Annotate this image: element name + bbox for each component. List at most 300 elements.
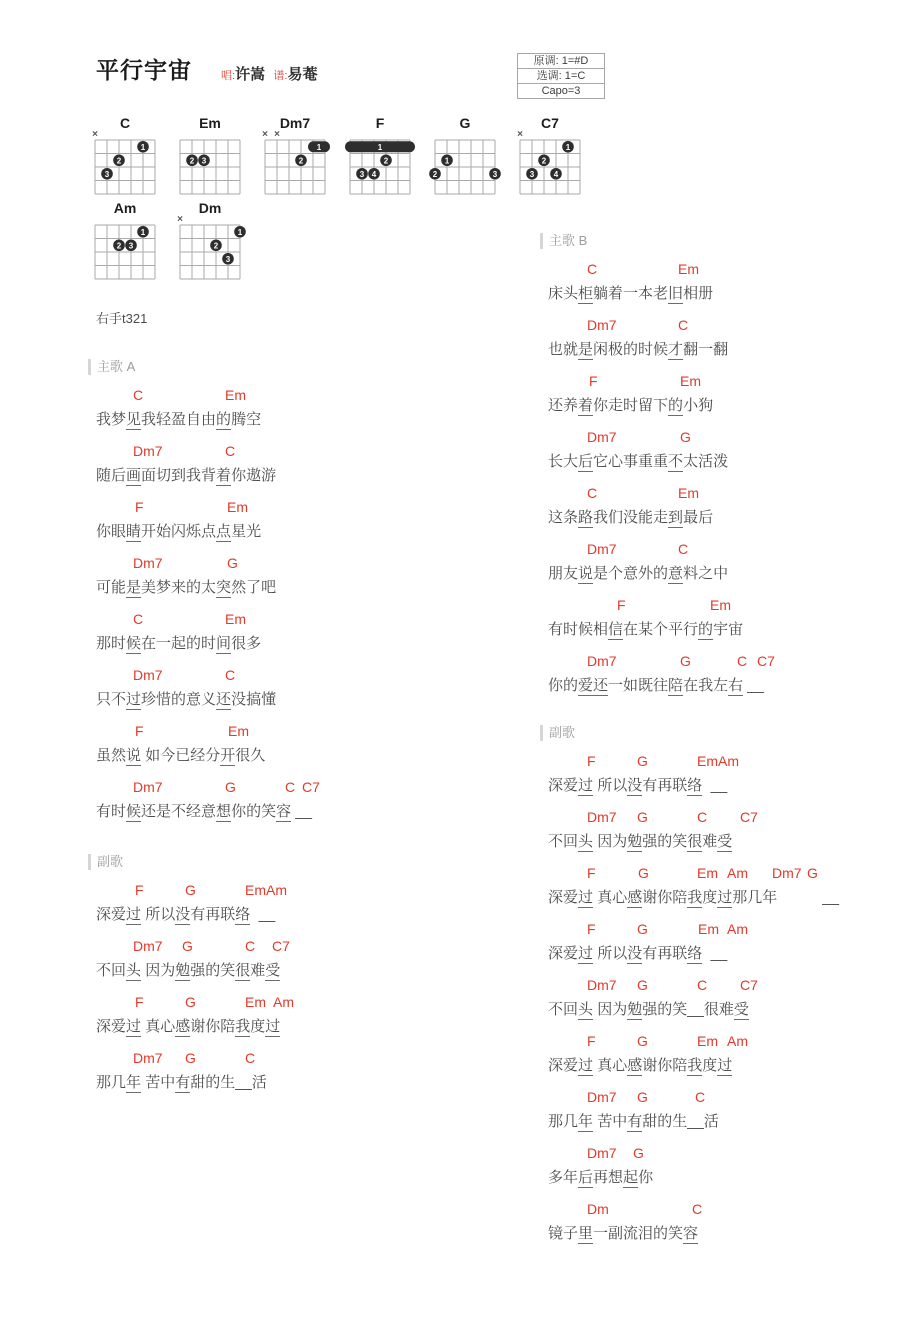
lyric-text: 宇宙 (713, 621, 744, 638)
chord: F (587, 1033, 596, 1049)
lyric-line (88, 406, 508, 434)
underlined-syllable: 柜 (578, 285, 594, 302)
chord: G (633, 1145, 644, 1161)
chord: Em (228, 723, 249, 739)
chord: Em (680, 373, 701, 389)
lyric-text: 长大 (548, 453, 579, 470)
lyric-text: 甜的生__活 (642, 1113, 719, 1130)
lyric-text: 闲极的时候 (593, 341, 669, 358)
section-chorus-right (540, 724, 900, 1248)
chord-diagram-f (344, 115, 416, 201)
lyric-text: 翻一翻 (683, 341, 729, 358)
lyric-text: 强的笑__很难 (642, 1001, 734, 1018)
lyric-text: __ (250, 906, 276, 923)
lyric-text: 随后 (96, 467, 127, 484)
chord-line (88, 1041, 508, 1069)
chord: C7 (757, 653, 775, 669)
lyric-line (540, 1164, 900, 1192)
chord: C (737, 653, 748, 669)
section-verse-b (540, 232, 900, 700)
underlined-syllable: 头 (578, 1001, 594, 1018)
chord-line (540, 420, 900, 448)
underlined-syllable: 想 (216, 803, 232, 820)
lyric-text: 度 (702, 1057, 718, 1074)
lyric-text: 如今已经分 (141, 747, 221, 764)
lyric-line (540, 828, 900, 856)
chord: Em (227, 499, 248, 515)
lyric-text: 虽然 (96, 747, 127, 764)
chord: Em (678, 261, 699, 277)
chord: C (692, 1201, 703, 1217)
underlined-syllable: 感 (627, 1057, 643, 1074)
lyric-text: 有再联 (642, 777, 688, 794)
underlined-syllable: 很 (687, 833, 703, 850)
lyric-text: 很多 (231, 635, 262, 652)
underlined-syllable: 后 (578, 453, 594, 470)
fretboard-grid (429, 130, 501, 196)
svg-text:3: 3 (201, 156, 207, 166)
chord: F (587, 921, 596, 937)
lyric-text: 所以 (593, 777, 628, 794)
fretboard-grid (174, 130, 246, 196)
underlined-syllable: 络 (687, 945, 703, 962)
chord-line (88, 714, 508, 742)
chord-line (540, 1024, 900, 1052)
lyric-line (88, 574, 508, 602)
svg-text:2: 2 (383, 156, 389, 166)
lyric-text: 也就 (548, 341, 579, 358)
chord: Em (710, 597, 731, 613)
muted-string-mark: × (92, 130, 98, 140)
muted-string-mark: × (262, 130, 268, 140)
underlined-syllable: 里 (578, 1225, 594, 1242)
chord: Em (698, 921, 719, 937)
lyric-text: 你遨游 (231, 467, 277, 484)
lyric-text: 你走时留下 (593, 397, 669, 414)
chord: Dm7 (587, 541, 617, 557)
chord-line (88, 770, 508, 798)
lyric-line (540, 884, 900, 912)
lyric-text: 面切到我背 (141, 467, 217, 484)
lyric-line (540, 1108, 900, 1136)
underlined-syllable: 很 (235, 962, 251, 979)
lyric-line (540, 280, 900, 308)
chord: Dm7 (587, 977, 617, 993)
underlined-syllable: 右 (728, 677, 744, 694)
chord: C (697, 809, 708, 825)
chord: G (637, 1089, 648, 1105)
chord: Em (225, 387, 246, 403)
lyric-line (88, 901, 508, 929)
underlined-syllable: 感 (175, 1018, 191, 1035)
lyric-text: 最后 (683, 509, 714, 526)
chord: Dm7 (133, 938, 163, 954)
lyric-text: 可能 (96, 579, 127, 596)
fretboard-grid (344, 130, 416, 196)
underlined-syllable: 才 (668, 341, 684, 358)
chord: Am (727, 1033, 748, 1049)
underlined-syllable: 受 (717, 833, 733, 850)
lyric-text: 那几 (548, 1113, 579, 1130)
chord: G (227, 555, 238, 571)
underlined-syllable: 的 (216, 411, 232, 428)
lyric-text: 料之中 (683, 565, 729, 582)
chord-line (88, 490, 508, 518)
lyric-text: __ (291, 803, 312, 820)
chord: C (285, 779, 296, 795)
lyric-text: 我轻盈自由 (141, 411, 217, 428)
chord: G (638, 865, 649, 881)
chord-diagram-c (89, 115, 161, 201)
fretboard-grid (514, 130, 586, 196)
chord: G (185, 1050, 196, 1066)
underlined-syllable: 勉 (175, 962, 191, 979)
credits (221, 63, 318, 84)
chord: Am (727, 921, 748, 937)
lyric-line (88, 630, 508, 658)
lyric-text: 很久 (235, 747, 266, 764)
lyric-text: 那时 (96, 635, 127, 652)
chord-line (540, 644, 900, 672)
underlined-syllable: 络 (687, 777, 703, 794)
underlined-syllable: 不 (668, 453, 684, 470)
lyric-text: 度 (702, 889, 718, 906)
underlined-syllable: 是 (126, 579, 142, 596)
lyric-line (88, 957, 508, 985)
lyric-text: 珍惜的意义 (141, 691, 217, 708)
chord-line (540, 1192, 900, 1220)
underlined-syllable: 睛 (126, 523, 142, 540)
chord-line (540, 308, 900, 336)
lyric-text: 相册 (683, 285, 714, 302)
chord: Dm7 (133, 667, 163, 683)
lyric-text: 在我左 (683, 677, 729, 694)
underlined-syllable: 路 (578, 509, 594, 526)
svg-text:2: 2 (298, 156, 304, 166)
underlined-syllable: 过 (265, 1018, 281, 1035)
chord: Dm7 (133, 1050, 163, 1066)
lyric-text: 谢你陪 (190, 1018, 236, 1035)
lyric-line (540, 996, 900, 1024)
underlined-syllable: 过 (578, 945, 594, 962)
lyric-line (88, 686, 508, 714)
underlined-syllable: 意 (668, 565, 684, 582)
chord-diagram-g (429, 115, 501, 201)
lyric-text: 深爱 (548, 777, 579, 794)
chord-line (88, 658, 508, 686)
chord: G (185, 994, 196, 1010)
chord-line (540, 800, 900, 828)
lyric-text: 腾空 (231, 411, 262, 428)
svg-text:1: 1 (444, 156, 450, 166)
lyric-text: 不回 (548, 833, 579, 850)
lyric-text: __ (702, 945, 728, 962)
chord-line (540, 856, 900, 884)
underlined-syllable: 过 (126, 906, 142, 923)
underlined-syllable: 受 (265, 962, 281, 979)
key-info-row: 原调: 1=#D (518, 54, 604, 69)
chord: Em (225, 611, 246, 627)
lyric-text: 强的笑 (642, 833, 688, 850)
underlined-syllable: 过 (126, 1018, 142, 1035)
underlined-syllable: 说 (578, 565, 594, 582)
underlined-syllable: 说 (126, 747, 142, 764)
lyric-text: 深爱 (548, 889, 579, 906)
chord-diagram-name: Em (199, 115, 221, 131)
chord: EmAm (697, 753, 739, 769)
svg-text:1: 1 (140, 227, 146, 237)
chord: G (807, 865, 818, 881)
chord-diagram-name: C (119, 115, 131, 131)
chord-diagram-am (89, 200, 161, 286)
chord-line (88, 602, 508, 630)
lyric-text: 有再联 (642, 945, 688, 962)
lyric-line (540, 1052, 900, 1080)
chord: F (135, 994, 144, 1010)
underlined-syllable: 到 (668, 509, 684, 526)
lyric-line (540, 560, 900, 588)
chord: G (637, 809, 648, 825)
chord-diagram-name: Dm (198, 200, 222, 216)
chord: G (182, 938, 193, 954)
chord-line (540, 1136, 900, 1164)
chord: G (680, 429, 691, 445)
key-info-row: Capo=3 (541, 85, 581, 97)
chord: Dm (587, 1201, 609, 1217)
right-hand-fingering-note: 右手t321 (96, 311, 148, 326)
lyric-text: 所以 (141, 906, 176, 923)
svg-text:3: 3 (225, 254, 231, 264)
underlined-syllable: 过 (717, 1057, 733, 1074)
lyric-text: 苦中 (141, 1074, 176, 1091)
chord: C (695, 1089, 706, 1105)
underlined-syllable: 勉 (627, 1001, 643, 1018)
underlined-syllable: 过 (578, 1057, 594, 1074)
lyric-line (540, 616, 900, 644)
lyric-text: 有时候相 (548, 621, 609, 638)
chord: F (617, 597, 626, 613)
muted-string-mark: × (274, 130, 280, 140)
chord: Dm7 (587, 429, 617, 445)
chord: Dm7 (587, 809, 617, 825)
lyric-text: 因为 (593, 1001, 628, 1018)
singer-label: 唱: (221, 70, 236, 82)
underlined-syllable: 间 (216, 635, 232, 652)
chord-diagram-dm7 (259, 115, 331, 201)
lyric-text: 那几年 __ (732, 889, 839, 906)
chord-line (540, 744, 900, 772)
lyric-line (88, 1069, 508, 1097)
svg-text:3: 3 (128, 241, 134, 251)
underlined-syllable: 点 (216, 523, 232, 540)
lyric-line (540, 672, 900, 700)
underlined-syllable: 有 (627, 1113, 643, 1130)
chord-diagram-name: Dm7 (279, 115, 311, 131)
underlined-syllable: 起 (623, 1169, 639, 1186)
chord: F (587, 753, 596, 769)
svg-text:3: 3 (492, 169, 498, 179)
lyric-text: 甜的生__活 (190, 1074, 267, 1091)
underlined-syllable: 容 (683, 1225, 699, 1242)
svg-text:1: 1 (377, 142, 383, 152)
chord: C (587, 485, 598, 501)
underlined-syllable: 容 (276, 803, 292, 820)
lyric-text: 还养 (548, 397, 579, 414)
underlined-syllable: 的 (668, 397, 684, 414)
chord-line (88, 434, 508, 462)
section-verse-a (88, 358, 508, 826)
underlined-syllable: 受 (733, 1001, 749, 1018)
chord: F (135, 882, 144, 898)
lyric-text: 深爱 (548, 1057, 579, 1074)
lyric-text: 真心 (593, 889, 628, 906)
chord: C (245, 938, 256, 954)
lyric-line (540, 940, 900, 968)
svg-text:1: 1 (140, 142, 146, 152)
chord-line (88, 546, 508, 574)
chord: F (135, 499, 144, 515)
underlined-syllable: 没 (175, 906, 191, 923)
chord: G (637, 753, 648, 769)
underlined-syllable: 是 (578, 341, 594, 358)
chord: F (135, 723, 144, 739)
lyric-text: 一如既往 (608, 677, 669, 694)
chord: F (589, 373, 598, 389)
lyric-text: 真心 (593, 1057, 628, 1074)
underlined-syllable: 我 (235, 1018, 251, 1035)
svg-text:4: 4 (371, 169, 377, 179)
chord: G (680, 653, 691, 669)
arranger-name: 易菴 (287, 66, 318, 83)
chord-line (540, 476, 900, 504)
lyric-text: 真心 (141, 1018, 176, 1035)
lyric-text: 深爱 (96, 1018, 127, 1035)
chord: C (133, 611, 144, 627)
chord: Dm7 (587, 653, 617, 669)
chord-line (88, 929, 508, 957)
lyric-text: 一副流泪的笑 (593, 1225, 684, 1242)
lyric-text: 有再联 (190, 906, 236, 923)
chord: Dm7 (133, 779, 163, 795)
chord: C (133, 387, 144, 403)
section-chorus-left (88, 853, 508, 1097)
underlined-syllable: 候 (126, 803, 142, 820)
underlined-syllable: 爱还 (578, 677, 609, 694)
lyric-text: 强的笑 (190, 962, 236, 979)
chord-line (540, 1080, 900, 1108)
lyric-line (88, 518, 508, 546)
chord: C (678, 541, 689, 557)
svg-text:3: 3 (104, 169, 110, 179)
lyric-text: 你 (638, 1169, 654, 1186)
chord-diagram-name: C7 (541, 115, 559, 131)
underlined-syllable: 络 (235, 906, 251, 923)
underlined-syllable: 着 (578, 397, 594, 414)
lyric-text: 躺着一本老 (593, 285, 669, 302)
underlined-syllable: 旧 (668, 285, 684, 302)
lyric-text: __ (702, 777, 728, 794)
lyric-text: 难 (250, 962, 266, 979)
lyric-text: 苦中 (593, 1113, 628, 1130)
underlined-syllable: 头 (578, 833, 594, 850)
underlined-syllable: 没 (627, 777, 643, 794)
key-info-box (517, 53, 605, 99)
section-heading: 主歌 B (540, 232, 900, 252)
chord: Dm7 (133, 443, 163, 459)
lyric-text: 没搞懂 (231, 691, 277, 708)
chord: G (637, 977, 648, 993)
chord: C (225, 443, 236, 459)
svg-text:2: 2 (116, 241, 122, 251)
lyric-text: 谢你陪 (642, 889, 688, 906)
chord-diagram-name: F (375, 115, 385, 131)
svg-text:3: 3 (529, 169, 535, 179)
chord-line (540, 532, 900, 560)
chord: C7 (740, 977, 758, 993)
underlined-syllable: 的 (698, 621, 714, 638)
lyric-text: 开始闪烁点 (141, 523, 217, 540)
svg-text:3: 3 (359, 169, 365, 179)
lyric-line (540, 336, 900, 364)
chord: G (637, 1033, 648, 1049)
chord-diagram-name: G (459, 115, 471, 131)
underlined-syllable: 画 (126, 467, 142, 484)
underlined-syllable: 过 (126, 691, 142, 708)
lyric-line (540, 1220, 900, 1248)
chord-line (540, 588, 900, 616)
lyric-text: 所以 (593, 945, 628, 962)
lyric-text: 朋友 (548, 565, 579, 582)
underlined-syllable: 我 (687, 1057, 703, 1074)
chord: C7 (740, 809, 758, 825)
chord: C7 (272, 938, 290, 954)
svg-text:1: 1 (565, 142, 571, 152)
lyric-text: 在一起的时 (141, 635, 217, 652)
chord: Dm7 (587, 1089, 617, 1105)
lyric-text: 有时 (96, 803, 127, 820)
lyric-text: 只不 (96, 691, 127, 708)
svg-text:2: 2 (116, 156, 122, 166)
lyric-text: 难 (702, 833, 718, 850)
lyric-text: 我梦 (96, 411, 127, 428)
lyric-text: 然了吧 (231, 579, 277, 596)
fretboard-grid (89, 130, 161, 196)
section-heading: 副歌 (88, 853, 508, 873)
svg-text:1: 1 (237, 227, 243, 237)
lyric-line (540, 504, 900, 532)
chord: Dm7 (587, 317, 617, 333)
chord-line (540, 968, 900, 996)
underlined-syllable: 开 (220, 747, 236, 764)
lyric-text: 是个意外的 (593, 565, 669, 582)
chord: F (587, 865, 596, 881)
underlined-syllable: 信 (608, 621, 624, 638)
muted-string-mark: × (177, 215, 183, 225)
chord: Em (697, 1033, 718, 1049)
lyric-text: 再想 (593, 1169, 624, 1186)
section-heading: 主歌 A (88, 358, 508, 378)
lyric-line (88, 742, 508, 770)
lyric-text: 它心事重重 (593, 453, 669, 470)
svg-text:2: 2 (189, 156, 195, 166)
svg-text:4: 4 (553, 169, 559, 179)
arranger-label: 谱: (273, 70, 288, 82)
section-heading: 副歌 (540, 724, 900, 744)
chord: Am (273, 994, 294, 1010)
svg-text:2: 2 (541, 156, 547, 166)
lyric-text: 美梦来的太 (141, 579, 217, 596)
chord: EmAm (245, 882, 287, 898)
